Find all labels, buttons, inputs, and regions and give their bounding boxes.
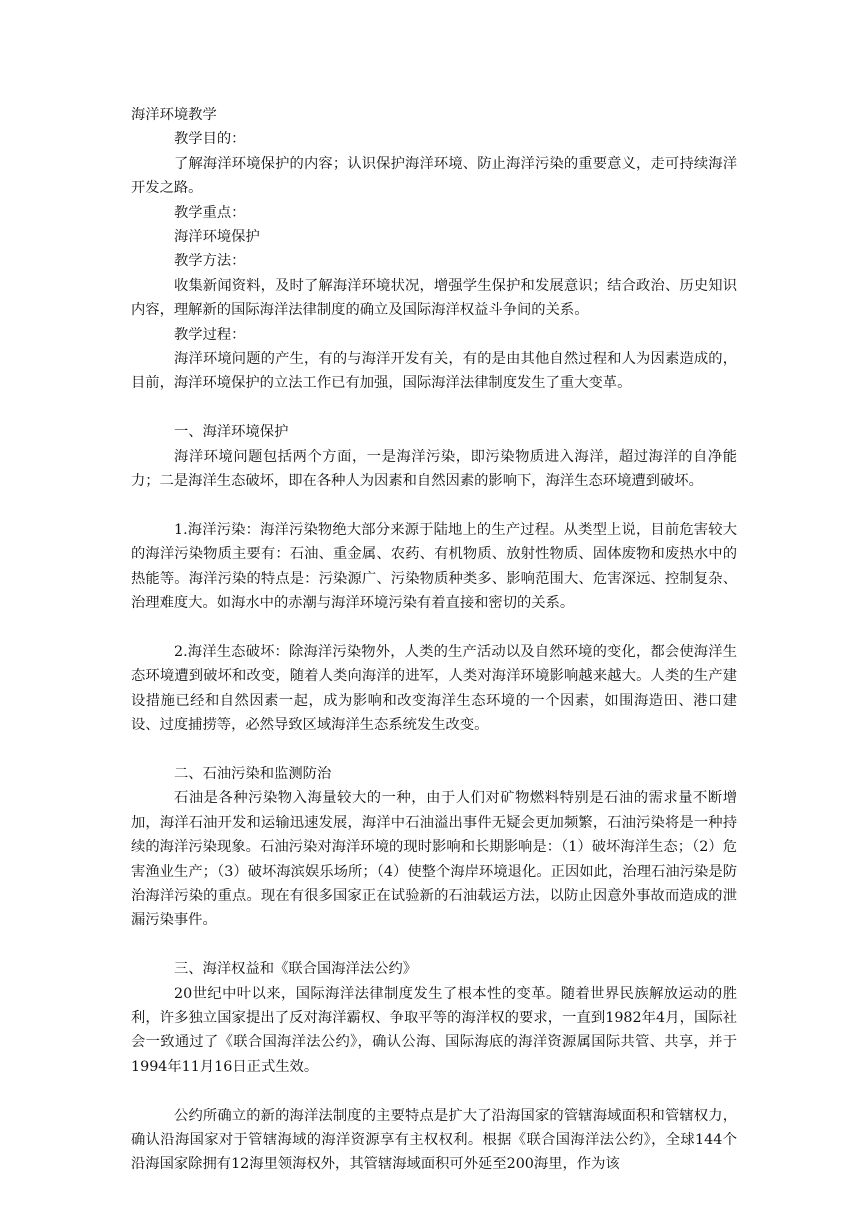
process-paragraph: 海洋环境问题的产生，有的与海洋开发有关，有的是由其他自然过程和人为因素造成的，目前，海洋环境保护的立法工作已有加强，国际海洋法律制度发生了重大变革。	[131, 351, 737, 392]
section-3-heading: 三、海洋权益和《联合国海洋法公约》	[174, 961, 418, 978]
section-2-heading: 二、石油污染和监测防治	[174, 765, 332, 782]
focus-paragraph: 海洋环境保护	[174, 229, 260, 246]
section-1-heading: 一、海洋环境保护	[174, 424, 289, 441]
ecology-paragraph: 2.海洋生态破坏：除海洋污染物外，人类的生产活动以及自然环境的变化，都会使海洋生态环境遭到破坏和改变，随着人类向海洋的进军，人类对海洋环境影响越来越大。人类的生产建设措施已经和自然因素一起，成为影响和改变海洋生态环境的一个因素，如围海造田、港口建设、过度捕捞等，必然导致区域海洋生态系统发生改变。	[131, 643, 737, 734]
objective-paragraph: 了解海洋环境保护的内容；认识保护海洋环境、防止海洋污染的重要意义，走可持续海洋开发之路。	[131, 155, 737, 197]
focus-heading: 教学重点：	[174, 204, 246, 221]
process-heading: 教学过程：	[174, 326, 246, 343]
objective-heading: 教学目的：	[174, 131, 246, 148]
section-3-paragraph: 20世纪中叶以来，国际海洋法律制度发生了根本性的变革。随着世界民族解放运动的胜利，许多独立国家提出了反对海洋霸权、争取平等的海洋权的要求，一直到1982年4月，国际社会一致通过了《联合国海洋法公约》，确认公海、国际海底的海洋资源属国际共管、共享，并于1994年11月16日正式生效。	[131, 985, 737, 1075]
document-title: 海洋环境教学	[131, 107, 217, 123]
method-heading: 教学方法：	[174, 253, 246, 270]
convention-paragraph: 公约所确立的新的海洋法制度的主要特点是扩大了沿海国家的管辖海域面积和管辖权力，确认沿海国家对于管辖海域的海洋资源享有主权权利。根据《联合国海洋法公约》，全球144个沿海国家除拥有12海里领海权外，其管辖海域面积可外延至200海里，作为该	[131, 1107, 737, 1173]
section-1-paragraph: 海洋环境问题包括两个方面，一是海洋污染，即污染物质进入海洋，超过海洋的自净能力；二是海洋生态破坏，即在各种人为因素和自然因素的影响下，海洋生态环境遭到破坏。	[131, 448, 737, 490]
document-body	[131, 103, 737, 1177]
section-2-paragraph: 石油是各种污染物入海量较大的一种，由于人们对矿物燃料特别是石油的需求量不断增加，海洋石油开发和运输迅速发展，海洋中石油溢出事件无疑会更加频繁，石油污染将是一种持续的海洋污染现象。石油污染对海洋环境的现时影响和长期影响是：（1）破坏海洋生态；（2）危害渔业生产；（3）破坏海滨娱乐场所；（4）使整个海岸环境退化。正因如此，治理石油污染是防治海洋污染的重点。现在有很多国家正在试验新的石油载运方法，以防止因意外事故而造成的泄漏污染事件。	[131, 790, 737, 929]
method-paragraph: 收集新闻资料，及时了解海洋环境状况，增强学生保护和发展意识；结合政治、历史知识内容，理解新的国际海洋法律制度的确立及国际海洋权益斗争间的关系。	[131, 277, 737, 319]
pollution-paragraph: 1.海洋污染：海洋污染物绝大部分来源于陆地上的生产过程。从类型上说，目前危害较大的海洋污染物质主要有：石油、重金属、农药、有机物质、放射性物质、固体废物和废热水中的热能等。海洋污染的特点是：污染源广、污染物质种类多、影响范围大、危害深远、控制复杂、治理难度大。如海水中的赤潮与海洋环境污染有着直接和密切的关系。	[131, 521, 737, 612]
